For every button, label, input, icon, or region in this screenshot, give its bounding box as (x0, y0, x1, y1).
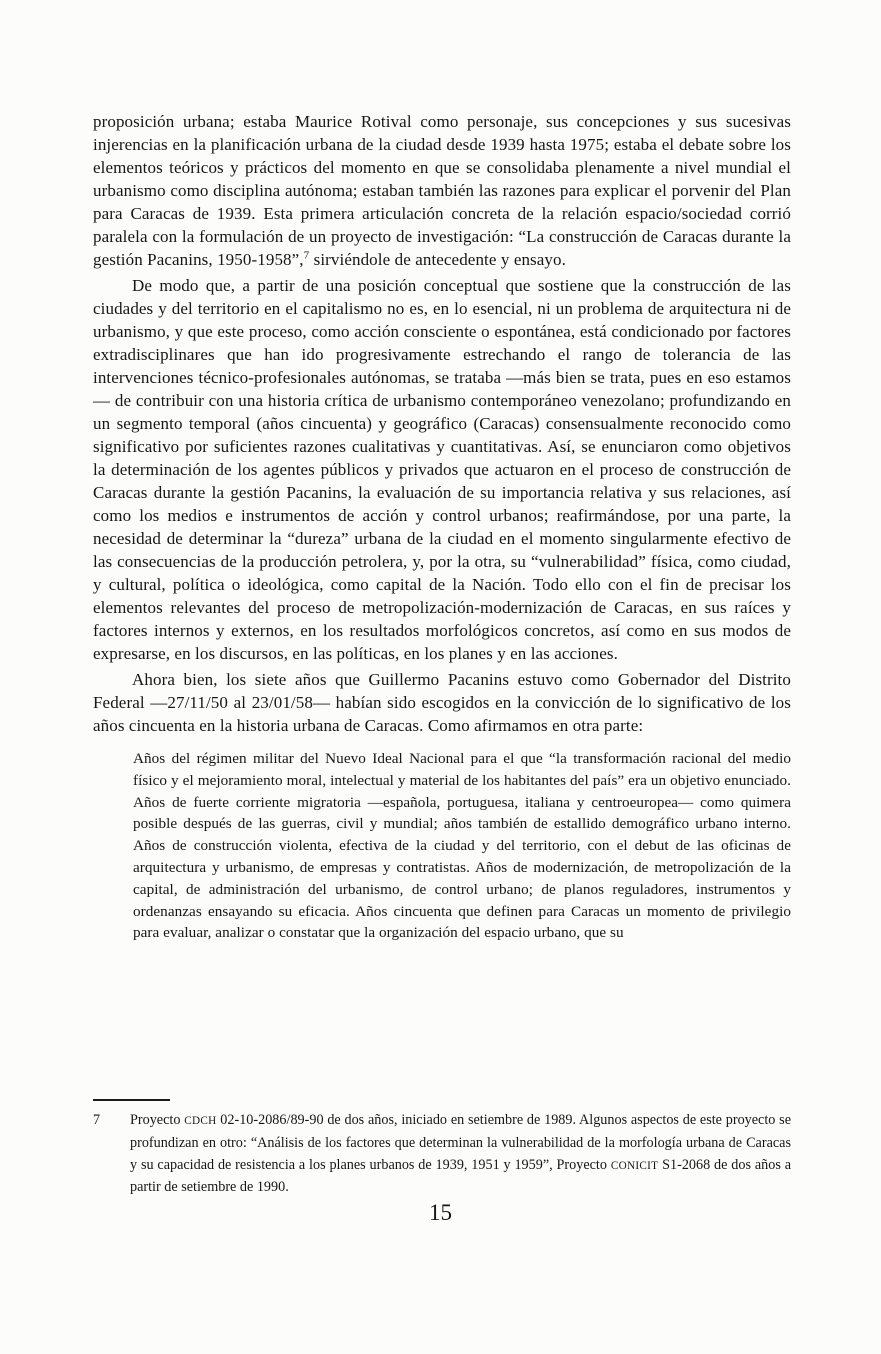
footnote-area (93, 1099, 791, 1199)
paragraph-continuation (93, 110, 791, 271)
footnote-text-segment: 02-10-2086/89-90 de dos años, iniciado en setiembre de 1989. Algunos aspectos de este proyecto se profundizan en otro: “Análisis de los factores que determinan la vulnerabilidad de la morfología urbana de Caracas y su capacidad de resistencia a los planes urbanos de 1939, 1951 y 1959”, Proyecto (130, 1112, 791, 1173)
footnote-separator-rule (93, 1099, 170, 1101)
block-quote: Años del régimen militar del Nuevo Ideal Nacional para el que “la transformación racional del medio físico y el mejoramiento moral, intelectual y material de los habitantes del país” era un objetivo enunciado. Años de fuerte corriente migratoria —española, portuguesa, italiana y centroeuropea— como quimera posible después de las guerras, civil y mundial; años también de estallido demográfico urbano interno. Años de construcción violenta, efectiva de la ciudad y del territorio, con el debut de las oficinas de arquitectura y urbanismo, de empresas y contratistas. Años de modernización, de metropolización de la capital, de administración del urbanismo, de control urbano; de planos reguladores, instrumentos y ordenanzas ensayando su eficacia. Años cincuenta que definen para Caracas un momento de privilegio para evaluar, analizar o constatar que la organización del espacio urbano, que su (133, 750, 791, 942)
footnote-text-segment: S1-2068 de dos años a partir de setiembre de 1990. (130, 1156, 791, 1196)
footnote (93, 1110, 791, 1199)
paragraph-text: proposición urbana; estaba Maurice Rotival como personaje, sus concepciones y sus sucesivas injerencias en la planificación urbana de la ciudad desde 1939 hasta 1975; estaba el debate sobre los elementos teóricos y prácticos del momento en que se consolidaba plenamente a nivel mundial el urbanismo como disciplina autónoma; estaban también las razones para explicar el porvenir del Plan para Caracas de 1939. Esta primera articulación concreta de la relación espacio/sociedad corrió paralela con la formulación de un proyecto de investigación: “La construcción de Caracas durante la gestión Pacanins, 1950-1958”, (93, 112, 791, 269)
footnote-reference-marker: 7 (303, 249, 310, 262)
footnote-text (130, 1110, 791, 1199)
paragraph-text: sirviéndole de antecedente y ensayo. (309, 250, 566, 269)
footnote-acronym: CDCH (184, 1115, 217, 1127)
paragraph: De modo que, a partir de una posición conceptual que sostiene que la construcción de las ciudades y del territorio en el capitalismo no es, en lo esencial, ni un problema de arquitectura ni de urbanismo, y que este proceso, como acción consciente o espontánea, está condicionado por factores extradisciplinares que han ido progresivamente estrechando el rango de tolerancia de las intervenciones técnico-profesionales autónomas, se trataba —más bien se trata, pues en eso estamos— de contribuir con una historia crítica de urbanismo contemporáneo venezolano; profundizando en un segmento temporal (años cincuenta) y geográfico (Caracas) consensualmente reconocido como significativo por suficientes razones cualitativas y cuantitativas. Así, se enunciaron como objetivos la determinación de los agentes públicos y privados que actuaron en el proceso de construcción de Caracas durante la gestión Pacanins, la evaluación de su importancia relativa y sus relaciones, así como los medios e instrumentos de acción y control urbanos; reafirmándose, por una parte, la necesidad de determinar la “dureza” urbana de la ciudad en el momento singularmente efectivo de las consecuencias de la producción petrolera, y, por la otra, su “vulnerabilidad” física, como ciudad, y cultural, política o ideológica, como capital de la Nación. Todo ello con el fin de precisar los elementos relevantes del proceso de metropolización-modernización de Caracas, en sus raíces y factores internos y externos, en los resultados morfológicos concretos, así como en sus modos de expresarse, en los discursos, en las políticas, en los planes y en las acciones. (93, 276, 791, 663)
paragraph: Ahora bien, los siete años que Guillermo Pacanins estuvo como Gobernador del Distrito Federal —27/11/50 al 23/01/58— habían sido escogidos en la convicción de lo significativo de los años cincuenta en la historia urbana de Caracas. Como afirmamos en otra parte: (93, 670, 791, 735)
page-number: 15 (429, 1200, 452, 1225)
footnote-text-segment: Proyecto (130, 1112, 185, 1128)
page-text-content (93, 110, 791, 944)
footnote-acronym: CONICIT (610, 1159, 659, 1172)
footnote-number: 7 (93, 1112, 101, 1128)
